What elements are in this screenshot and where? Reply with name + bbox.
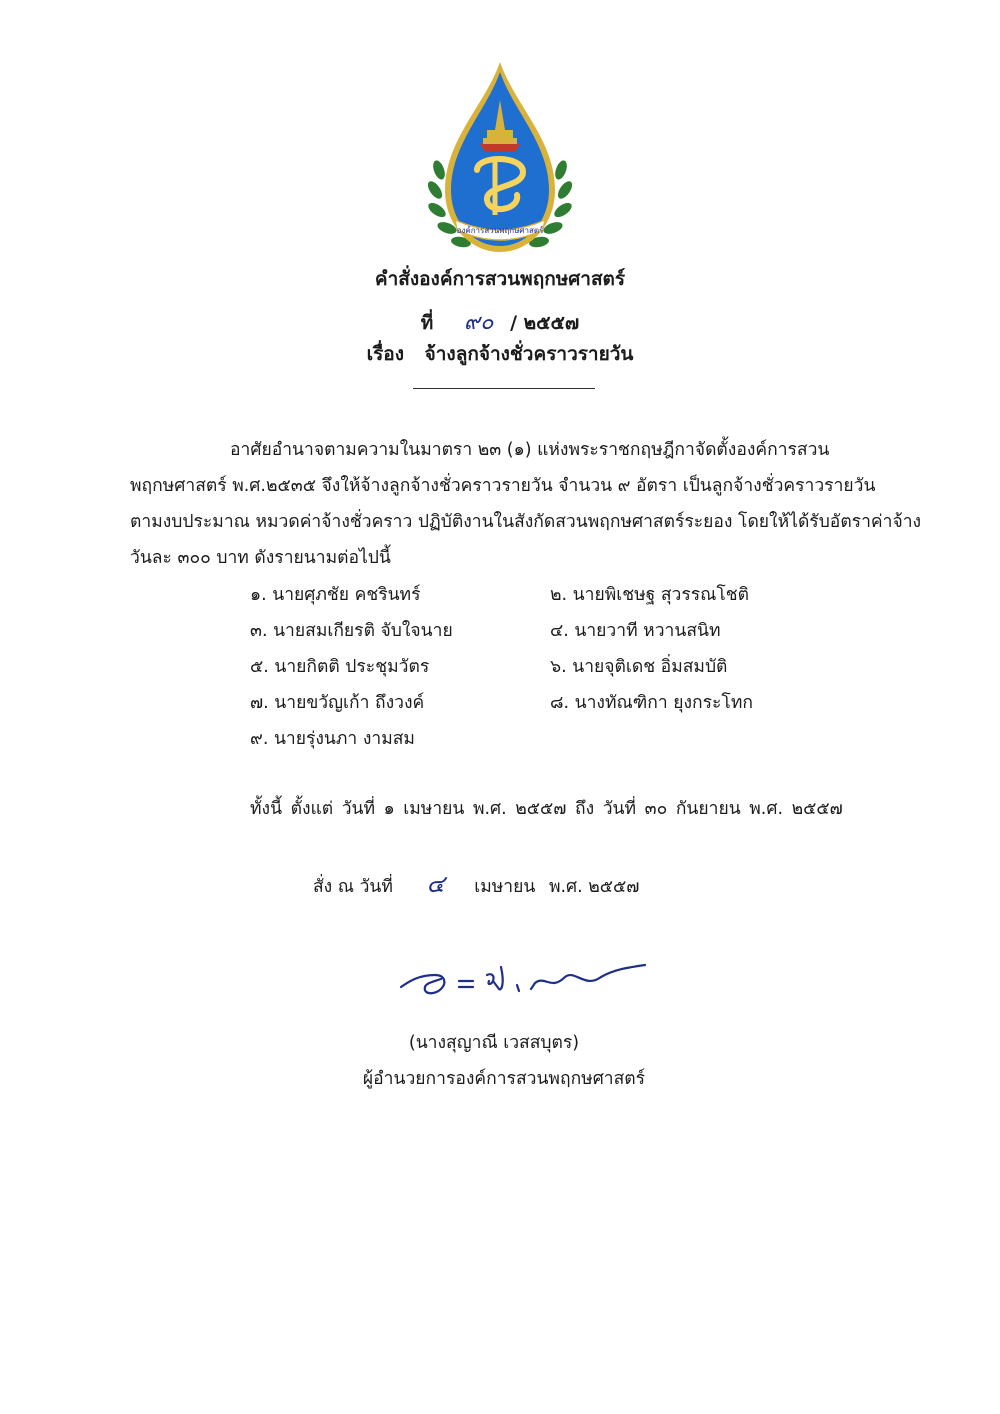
subject-text: จ้างลูกจ้างชั่วคราวรายวัน <box>424 343 634 365</box>
list-item: ๕. นายกิตติ ประชุมวัตร <box>250 657 430 677</box>
list-item: ๙. นายรุ่งนภา งามสม <box>250 729 415 749</box>
signer-position: ผู้อำนวยการองค์การสวนพฤกษศาสตร์ <box>362 1069 646 1089</box>
body-line-4: วันละ ๓๐๐ บาท ดังรายนามต่อไปนี้ <box>130 548 391 568</box>
organization-logo <box>425 60 575 260</box>
effective-period: ทั้งนี้ ตั้งแต่ วันที่ ๑ เมษายน พ.ศ. ๒๕๕๗ ถึง วันที่ ๓๐ กันยายน พ.ศ. ๒๕๕๗ <box>250 799 843 819</box>
signature-image <box>395 955 655 1005</box>
order-title: คำสั่งองค์การสวนพฤกษศาสตร์ <box>374 268 626 290</box>
ordered-date-line <box>313 864 639 903</box>
order-number-label: ที่ <box>420 312 434 334</box>
svg-text:องค์การสวนพฤกษศาสตร์: องค์การสวนพฤกษศาสตร์ <box>456 226 544 235</box>
list-item: ๔. นายวาที หวานสนิท <box>550 621 721 641</box>
body-line-1: อาศัยอำนาจตามความในมาตรา ๒๓ (๑) แห่งพระราชกฤษฎีกาจัดตั้งองค์การสวน <box>230 440 830 460</box>
body-line-2: พฤกษศาสตร์ พ.ศ.๒๕๓๕ จึงให้จ้างลูกจ้างชั่วคราวรายวัน จำนวน ๙ อัตรา เป็นลูกจ้างชั่วคราวรายวัน <box>130 476 876 496</box>
ordered-day-handwritten: ๔ <box>426 870 445 898</box>
list-item: ๘. นางทัณฑิกา ยุงกระโทก <box>550 693 753 713</box>
list-item: ๖. นายจุติเดช อิ่มสมบัติ <box>550 657 728 677</box>
body-paragraph <box>130 432 922 576</box>
signer-name: (นางสุญาณี เวสสบุตร) <box>408 1033 580 1053</box>
header-divider <box>413 388 595 389</box>
subject-label: เรื่อง <box>366 343 404 365</box>
list-item: ๒. นายพิเชษฐ สุวรรณโชติ <box>550 585 750 605</box>
order-number-handwritten: ๙๐ <box>463 310 494 335</box>
list-item: ๗. นายขวัญเก้า ถึงวงค์ <box>250 693 425 713</box>
list-item: ๓. นายสมเกียรติ จับใจนาย <box>250 621 453 641</box>
ordered-prefix: สั่ง ณ วันที่ <box>313 877 393 897</box>
ordered-month: เมษายน <box>474 877 536 897</box>
body-line-3: ตามงบประมาณ หมวดค่าจ้างชั่วคราว ปฏิบัติงานในสังกัดสวนพฤกษศาสตร์ระยอง โดยให้ได้รับอัตราค่าจ้าง <box>130 512 922 532</box>
order-number-suffix: / ๒๕๕๗ <box>510 312 580 334</box>
list-item: ๑. นายศุภชัย คชรินทร์ <box>250 585 421 605</box>
order-number-line <box>0 304 1000 339</box>
ordered-year: พ.ศ. ๒๕๕๗ <box>548 877 640 897</box>
order-subject-line <box>0 339 1000 369</box>
